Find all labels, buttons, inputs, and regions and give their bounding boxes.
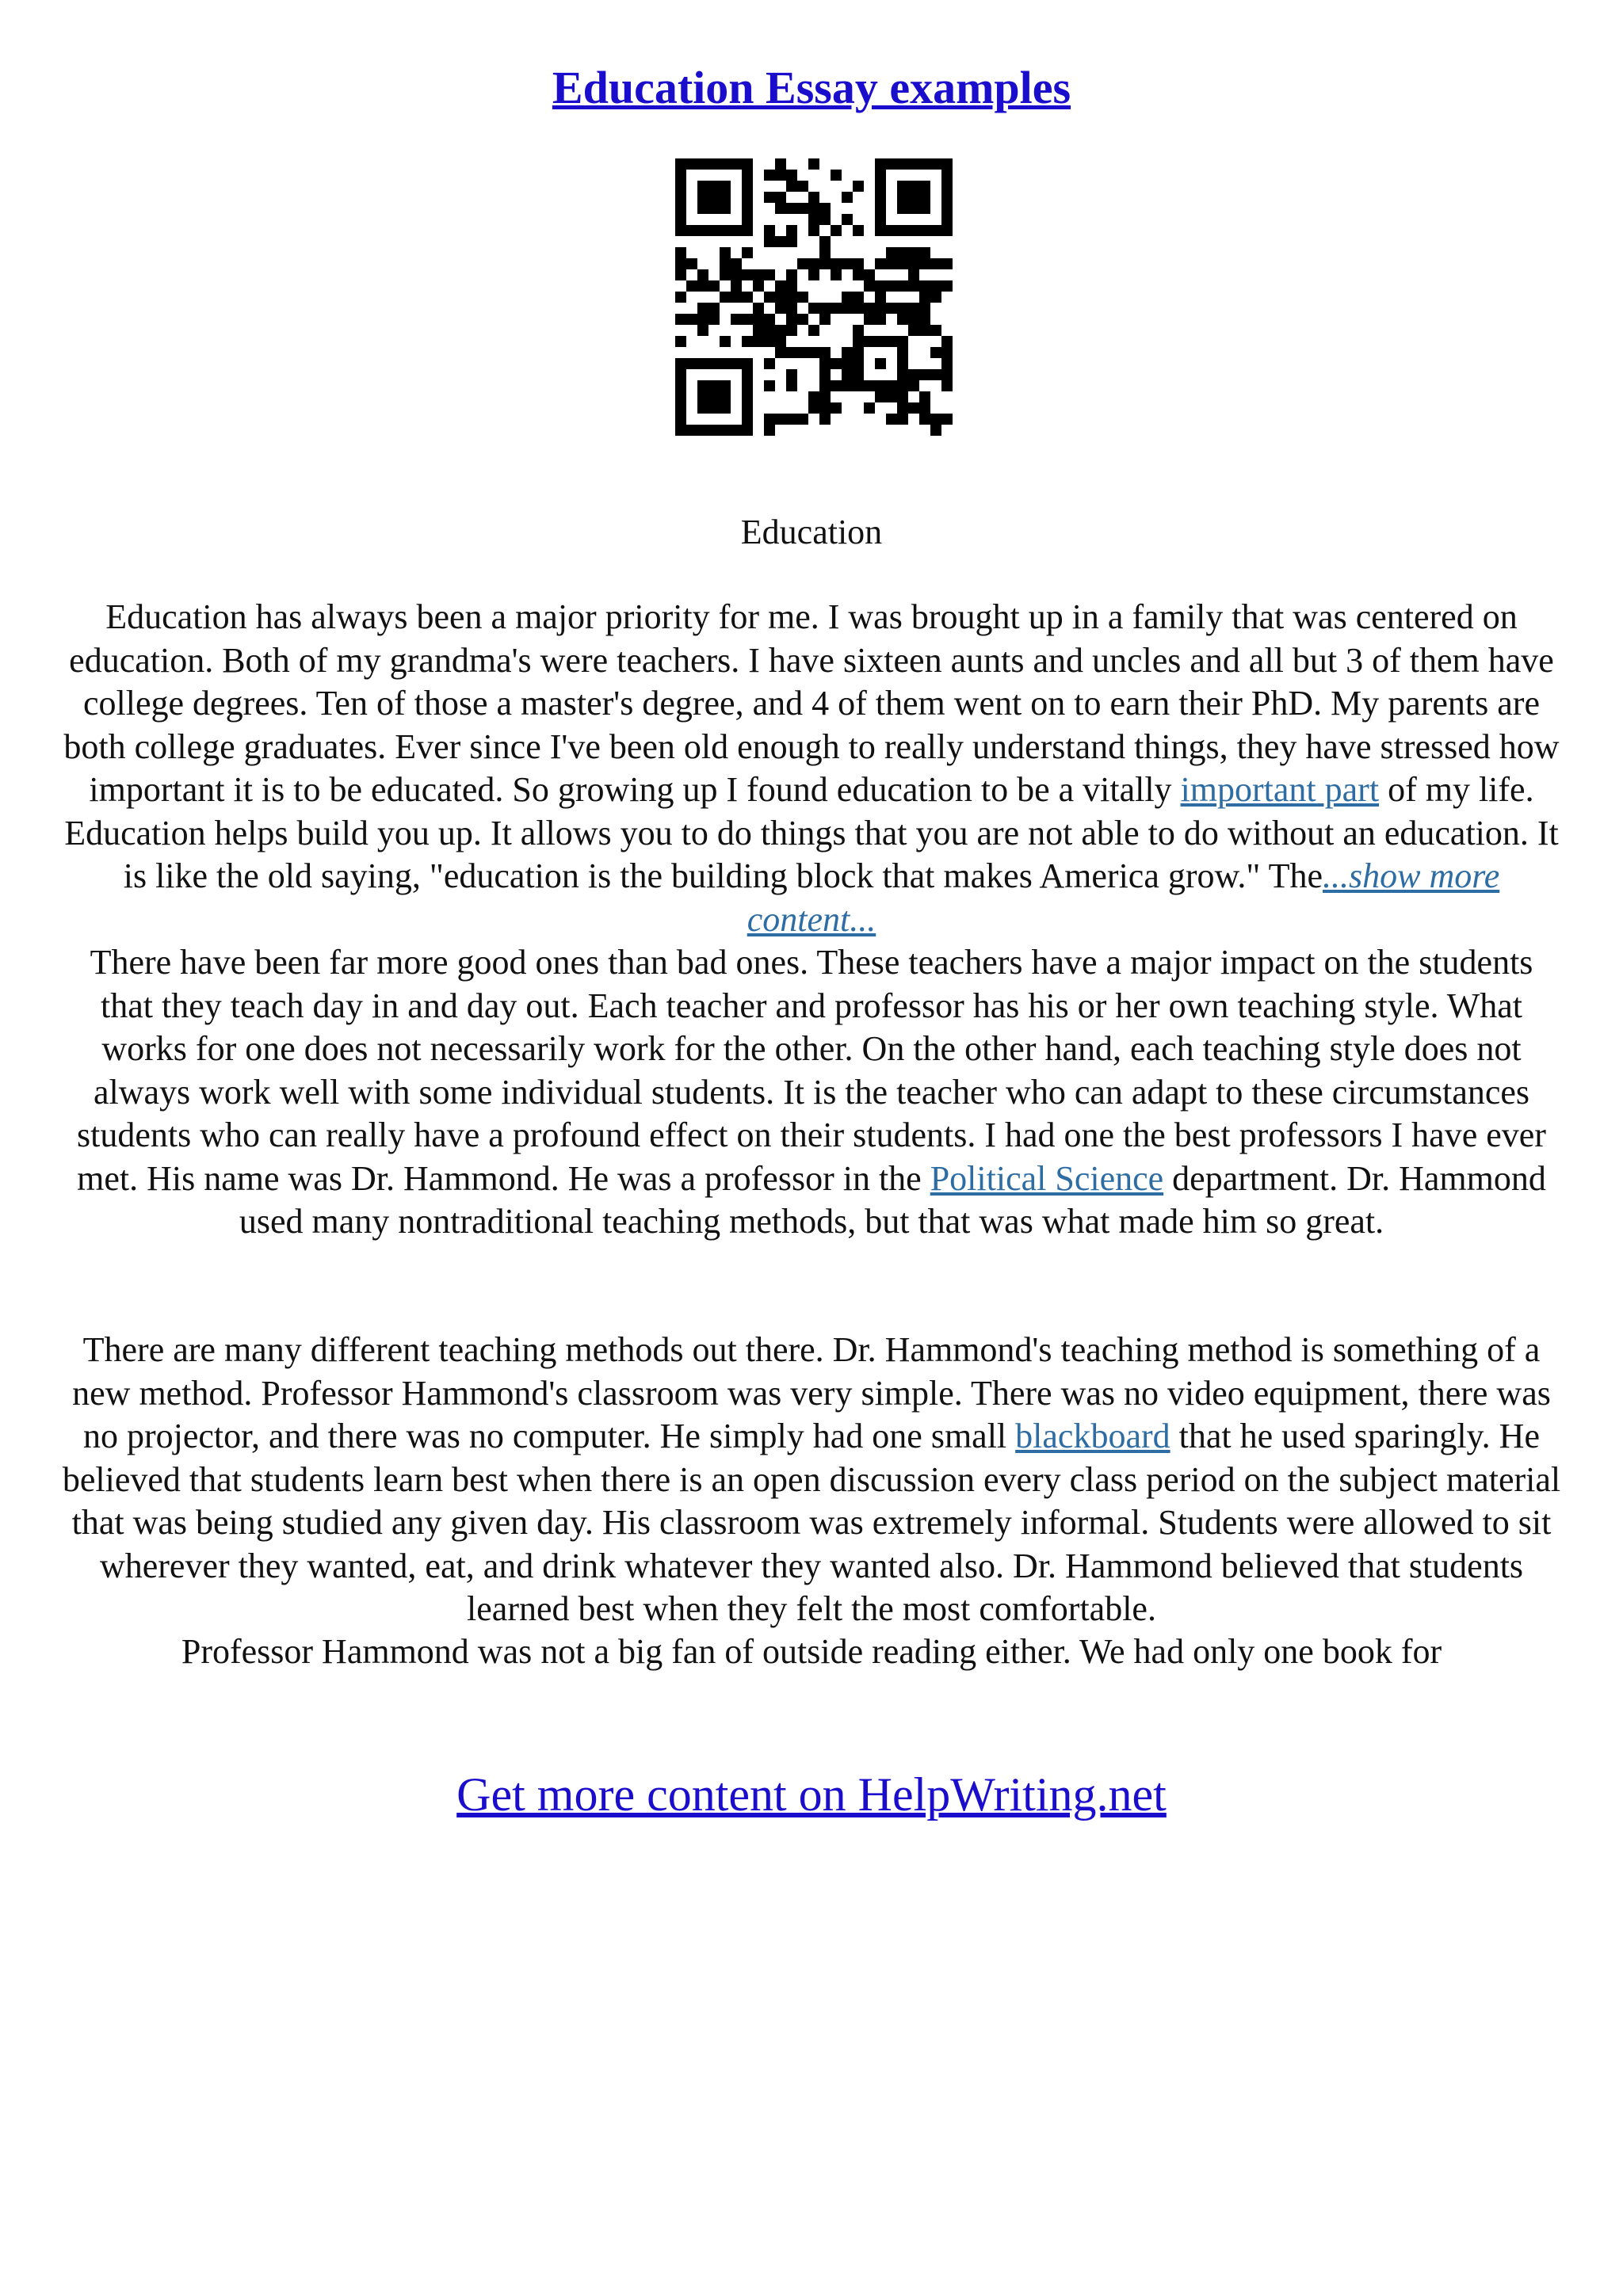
essay-heading: Education [740,513,883,551]
paragraph-3-text-2: that he used sparingly. He believed that students learn best when there is an open discussion every class period on the subject material that was being studied any given day. His classroom was extremely informal. Students were allowed to sit wherever they wanted, eat, and drink whatever they wanted also. Dr. Hammond believed that students learned best when they felt the most comfortable. [62,1417,1561,1628]
paragraph-1-text-2: of my life. Education helps build you up. It allows you to do things that you are not able to do without an education. It is like the old saying, "education is the building block that makes America grow." The [64,770,1559,895]
get-more-content-link[interactable]: Get more content on HelpWriting.net [456,1768,1167,1821]
paragraph-1-text-1: Education has always been a major priority for me. I was brought up in a family that was centered on education. Both of my grandma's were teachers. I have sixteen aunts and uncles and all but 3 of them have college degrees. Ten of those a master's degree, and 4 of them went on to earn their PhD. My parents are both college graduates. Ever since I've been old enough to really understand things, they have stressed how important it is to be educated. So growing up I found education to be a vitally [63,597,1560,809]
qr-code-icon [675,158,953,436]
paragraph-3 [60,1329,1563,1631]
blackboard-link[interactable]: blackboard [1015,1417,1170,1455]
important-part-link[interactable]: important part [1180,770,1380,809]
title-link[interactable]: Education Essay examples [552,62,1071,113]
paragraph-4 [60,1630,1563,1674]
political-science-link[interactable]: Political Science [930,1158,1164,1198]
show-more-link[interactable]: ...show more content... [747,856,1500,939]
document-title [0,60,1623,116]
paragraph-1 [60,596,1563,941]
paragraph-2 [60,941,1563,1244]
paragraph-2-text-2: department. Dr. Hammond used many nontraditional teaching methods, but that was what made him so great. [239,1158,1546,1241]
footer [0,1765,1623,1824]
paragraph-2-text-1: There have been far more good ones than bad ones. These teachers have a major impact on the students that they teach day in and day out. Each teacher and professor has his or her own teaching style. What works for one does not necessarily work for the other. On the other hand, each teaching style does not always work well with some individual students. It is the teacher who can adapt to these circumstances students who can really have a profound effect on their students. I had one the best professors I have ever met. His name was Dr. Hammond. He was a professor in the [77,943,1546,1198]
paragraph-4-text-1: Professor Hammond was not a big fan of outside reading either. We had only one book for [181,1632,1442,1671]
paragraph-3-text-1: There are many different teaching methods out there. Dr. Hammond's teaching method is something of a new method. Professor Hammond's classroom was very simple. There was no video equipment, there was no projector, and there was no computer. He simply had one small [72,1330,1551,1455]
